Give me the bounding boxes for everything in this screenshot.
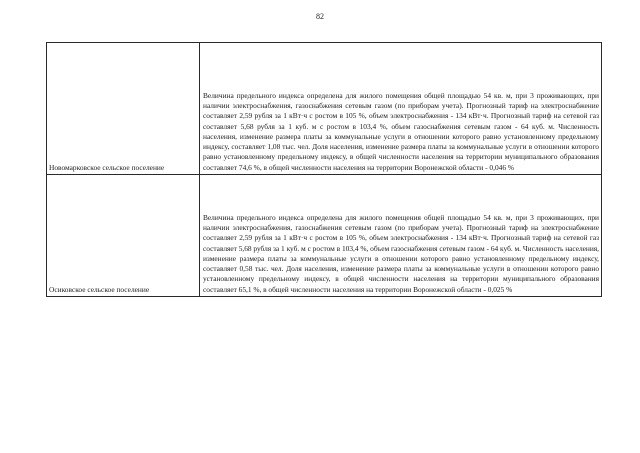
table-row — [47, 175, 602, 297]
table-row — [47, 43, 602, 175]
settlement-name-cell — [47, 43, 200, 175]
settlement-index-table — [46, 42, 602, 297]
settlement-name: Новомарковское сельское поселение — [49, 163, 165, 172]
settlement-description: Величина предельного индекса определена для жилого помещения общей площадью 54 кв. м, при 3 проживающих, при наличии электроснабжения, газоснабжения сетевым газом (по приборам учета). Прогнозный тариф на электроснабжение составляет 2,59 рубля за 1 кВт·ч с ростом в 105 %, объем электроснабжения - 134 кВт·ч. Прогнозный тариф на сетевой газ составляет 5,68 рубля за 1 куб. м с ростом в 103,4 %, объем газоснабжения сетевым газом - 64 куб. м. Численность населения, изменение размера платы за коммунальные услуги в отношении которого равно установленному предельному индексу, составляет 0,58 тыс. чел. Доля населения, изменение размера платы за коммунальные услуги в отношении которого равно установленному предельному индексу, в общей численности населения на территории муниципального образования составляет 65,1 %, в общей численности населения на территории Воронежской области - 0,025 % — [203, 212, 599, 294]
settlement-name-cell — [47, 175, 200, 297]
settlement-description: Величина предельного индекса определена для жилого помещения общей площадью 54 кв. м, при 3 проживающих, при наличии электроснабжения, газоснабжения сетевым газом (по приборам учета). Прогнозный тариф на электроснабжение составляет 2,59 рубля за 1 кВт·ч с ростом в 105 %, объем электроснабжения - 134 кВт·ч. Прогнозный тариф на сетевой газ составляет 5,68 рубля за 1 куб. м с ростом в 103,4 %, объем газоснабжения сетевым газом - 64 куб. м. Численность населения, изменение размера платы за коммунальные услуги в отношении которого равно установленному предельному индексу, составляет 1,08 тыс. чел. Доля населения, изменение размера платы за коммунальные услуги в отношении которого равно установленному предельному индексу, в общей численности населения на территории муниципального образования составляет 74,6 %, в общей численности населения на территории Воронежской области - 0,046 % — [203, 90, 599, 172]
page-number: 82 — [316, 12, 324, 21]
settlement-description-cell — [200, 43, 602, 175]
settlement-description-cell — [200, 175, 602, 297]
settlement-name: Осиковское сельское поселение — [49, 285, 150, 294]
